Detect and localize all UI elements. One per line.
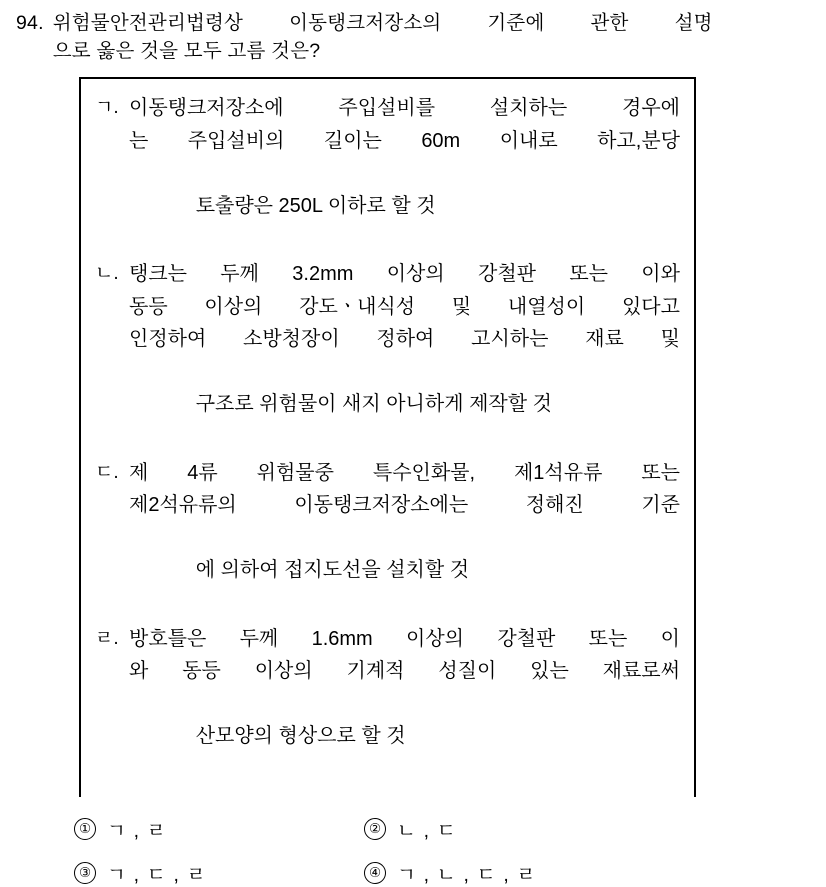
question-line: 위험물안전관리법령상 이동탱크저장소의 기준에 관한 설명 [52, 12, 713, 34]
statement-box-wrapper [16, 77, 810, 796]
statement-body [129, 623, 680, 785]
statement-line: 동등 이상의 강도ㆍ내식성 및 내열성이 있다고 [129, 295, 680, 318]
statement-line: 에 의하여 접지도선을 설치할 것 [195, 558, 470, 581]
choice-marker-icon: ① [74, 818, 96, 840]
statement-line: 이동탱크저장소에 주입설비를 설치하는 경우에 [129, 97, 680, 120]
question-line: 으로 옳은 것을 모두 고름 것은? [52, 39, 321, 62]
statement-body [129, 457, 680, 619]
choice-option-2[interactable] [364, 815, 654, 843]
statement-item [95, 457, 680, 619]
statement-line: 제 4류 위험물중 특수인화물, 제1석유류 또는 [129, 461, 680, 484]
choice-label: ㄱ , ㄹ [107, 819, 167, 842]
choice-row [74, 859, 810, 887]
statement-box [79, 77, 696, 796]
statement-item [95, 623, 680, 785]
statement-body [129, 258, 680, 452]
question-text [53, 10, 713, 65]
choice-marker-icon: ④ [364, 862, 386, 884]
choice-option-4[interactable] [364, 859, 654, 887]
statement-marker: ㄷ. [95, 461, 119, 483]
choice-label: ㄱ , ㄷ , ㄹ [107, 863, 207, 886]
choice-label: ㄴ , ㄷ [397, 819, 457, 842]
statement-line: 탱크는 두께 3.2mm 이상의 강철판 또는 이와 [129, 263, 680, 286]
answer-choices [16, 815, 810, 887]
statement-line: 와 동등 이상의 기계적 성질이 있는 재료로써 [129, 660, 680, 683]
statement-line: 방호틀은 두께 1.6mm 이상의 강철판 또는 이 [129, 627, 680, 650]
choice-row [74, 815, 810, 843]
statement-marker: ㄹ. [95, 627, 119, 649]
statement-item [95, 258, 680, 452]
choice-label: ㄱ , ㄴ , ㄷ , ㄹ [397, 863, 537, 886]
statement-line: 인정하여 소방청장이 정하여 고시하는 재료 및 [129, 328, 680, 351]
statement-marker: ㄱ. [95, 97, 119, 119]
statement-line: 구조로 위험물이 새지 아니하게 제작할 것 [195, 392, 552, 415]
statement-body [129, 92, 680, 254]
question-number: 94. [16, 12, 44, 34]
choice-option-3[interactable] [74, 859, 364, 887]
statement-line: 는 주입설비의 길이는 60m 이내로 하고,분당 [129, 129, 680, 152]
statement-marker: ㄴ. [95, 263, 119, 285]
choice-marker-icon: ③ [74, 862, 96, 884]
statement-item [95, 92, 680, 254]
question-stem [16, 10, 810, 65]
statement-line: 제2석유류의 이동탱크저장소에는 정해진 기준 [129, 494, 680, 517]
choice-marker-icon: ② [364, 818, 386, 840]
statement-line: 산모양의 형상으로 할 것 [195, 724, 406, 747]
statement-line: 토출량은 250L 이하로 할 것 [195, 194, 436, 217]
choice-option-1[interactable] [74, 815, 364, 843]
